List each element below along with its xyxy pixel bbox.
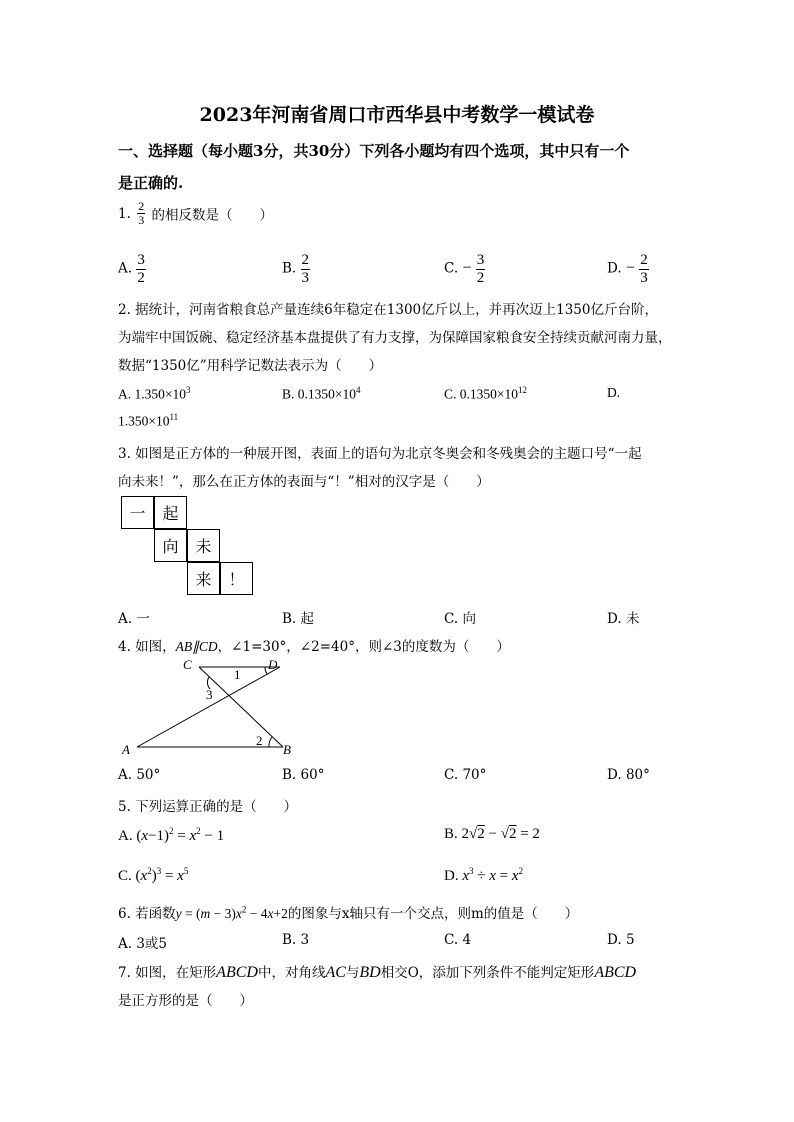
q5-option-b: B. 2√2 − √2 = 2 xyxy=(444,826,540,842)
q1-number: 1. xyxy=(118,205,131,222)
label-a: A xyxy=(122,742,130,757)
q3-line1: 3. 如图是正方体的一种展开图，表面上的语句为北京冬奥会和冬残奥会的主题口号“一起 xyxy=(118,446,642,462)
q2-option-c: C. $0.1350\times 10^{12}$ xyxy=(444,385,528,402)
q6-option-c: C. 4 xyxy=(444,932,472,948)
q6-option-b: B. 3 xyxy=(282,932,310,948)
net-cell-qi: 起 xyxy=(154,496,187,529)
q4-option-d: D. 80° xyxy=(607,767,650,783)
q3-option-a: A. 一 xyxy=(118,611,150,627)
q1-fraction: $\frac{2}{3}$ xyxy=(138,199,145,228)
label-b: B xyxy=(283,742,291,757)
q1-option-c: C. − $\frac{3}{2}$ xyxy=(444,252,485,286)
q7-line1: 7. 如图，在矩形ABCD中，对角线AC与BD相交O，添加下列条件不能判定矩形ABCD xyxy=(118,964,637,981)
q3-option-b: B. 起 xyxy=(282,611,315,627)
q4-option-a: A. 50° xyxy=(118,767,161,783)
angle-2-arc xyxy=(269,737,272,747)
q2-option-d-value: $1.350\times 10^{11}$ xyxy=(118,412,179,429)
label-c: C xyxy=(183,657,192,672)
q1-text: 的相反数是（ ） xyxy=(151,207,273,224)
q2-option-a: A. $1.350\times 10^3$ xyxy=(118,385,191,402)
net-cell-exclaim: ！ xyxy=(220,562,253,595)
q3-line2: 向未来！”，那么在正方体的表面与“！”相对的汉字是（ ） xyxy=(118,474,490,490)
net-cell-xiang: 向 xyxy=(154,529,187,562)
label-angle-1: 1 xyxy=(234,667,241,682)
q4-text: 4. 如图，AB∥CD，∠1=30°，∠2=40°，则∠3的度数为（ ） xyxy=(118,639,510,655)
section-heading-line2: 是正确的. xyxy=(118,174,184,192)
q1-option-d: D. − $\frac{2}{3}$ xyxy=(607,252,648,286)
q6-option-a: A. 3或5 xyxy=(118,936,168,952)
net-cell-lai: 来 xyxy=(187,562,220,595)
label-angle-2: 2 xyxy=(256,733,263,748)
line-cb xyxy=(199,667,283,747)
q1-option-b: B. $\frac{2}{3}$ xyxy=(282,252,310,286)
q5-option-c: C. $(x^2)^3 = x^5$ xyxy=(118,866,189,884)
q2-line3: 数据“1350亿”用科学记数法表示为（ ） xyxy=(118,358,383,374)
q7-line2: 是正方形的是（ ） xyxy=(118,993,253,1009)
label-angle-3: 3 xyxy=(206,687,213,702)
q4-option-c: C. 70° xyxy=(444,767,487,783)
section-heading-line1: 一、选择题（每小题3分，共30分）下列各小题均有四个选项，其中只有一个 xyxy=(118,142,630,160)
net-cell-wei: 未 xyxy=(187,529,220,562)
question-1 xyxy=(118,200,273,227)
q5-text: 5. 下列运算正确的是（ ） xyxy=(118,799,298,815)
q4-option-b: B. 60° xyxy=(282,767,325,783)
q4-figure xyxy=(115,655,305,760)
angle-1-arc xyxy=(265,667,267,674)
q2-line1: 2. 据统计，河南省粮食总产量连续6年稳定在1300亿斤以上，并再次迈上1350亿斤台阶， xyxy=(118,302,658,318)
q3-option-c: C. 向 xyxy=(444,611,476,627)
q2-option-d: D. xyxy=(607,385,621,400)
cube-net-figure xyxy=(121,496,257,596)
q2-option-b: B. $0.1350\times 10^4$ xyxy=(282,385,361,402)
q2-line2: 为端牢中国饭碗、稳定经济基本盘提供了有力支撑，为保障国家粮食安全持续贡献河南力量， xyxy=(118,330,672,346)
q1-option-a: A. $\frac{3}{2}$ xyxy=(118,252,145,286)
q3-option-d: D. 未 xyxy=(607,611,640,627)
q5-option-a: A. $(x-1)^2 = x^2 - 1$ xyxy=(118,826,225,844)
q6-option-d: D. 5 xyxy=(607,932,635,948)
label-d: D xyxy=(268,657,278,672)
q5-option-d: D. $x^3 \div x = x^2$ xyxy=(444,866,524,884)
net-cell-yi: 一 xyxy=(121,496,154,529)
q6-text: 6. 若函数$y = (m - 3)x^2 - 4x+2$的图象与x轴只有一个交点，则m的值是（ ） xyxy=(118,904,579,922)
page-title: 2023年河南省周口市西华县中考数学一模试卷 xyxy=(199,104,595,126)
